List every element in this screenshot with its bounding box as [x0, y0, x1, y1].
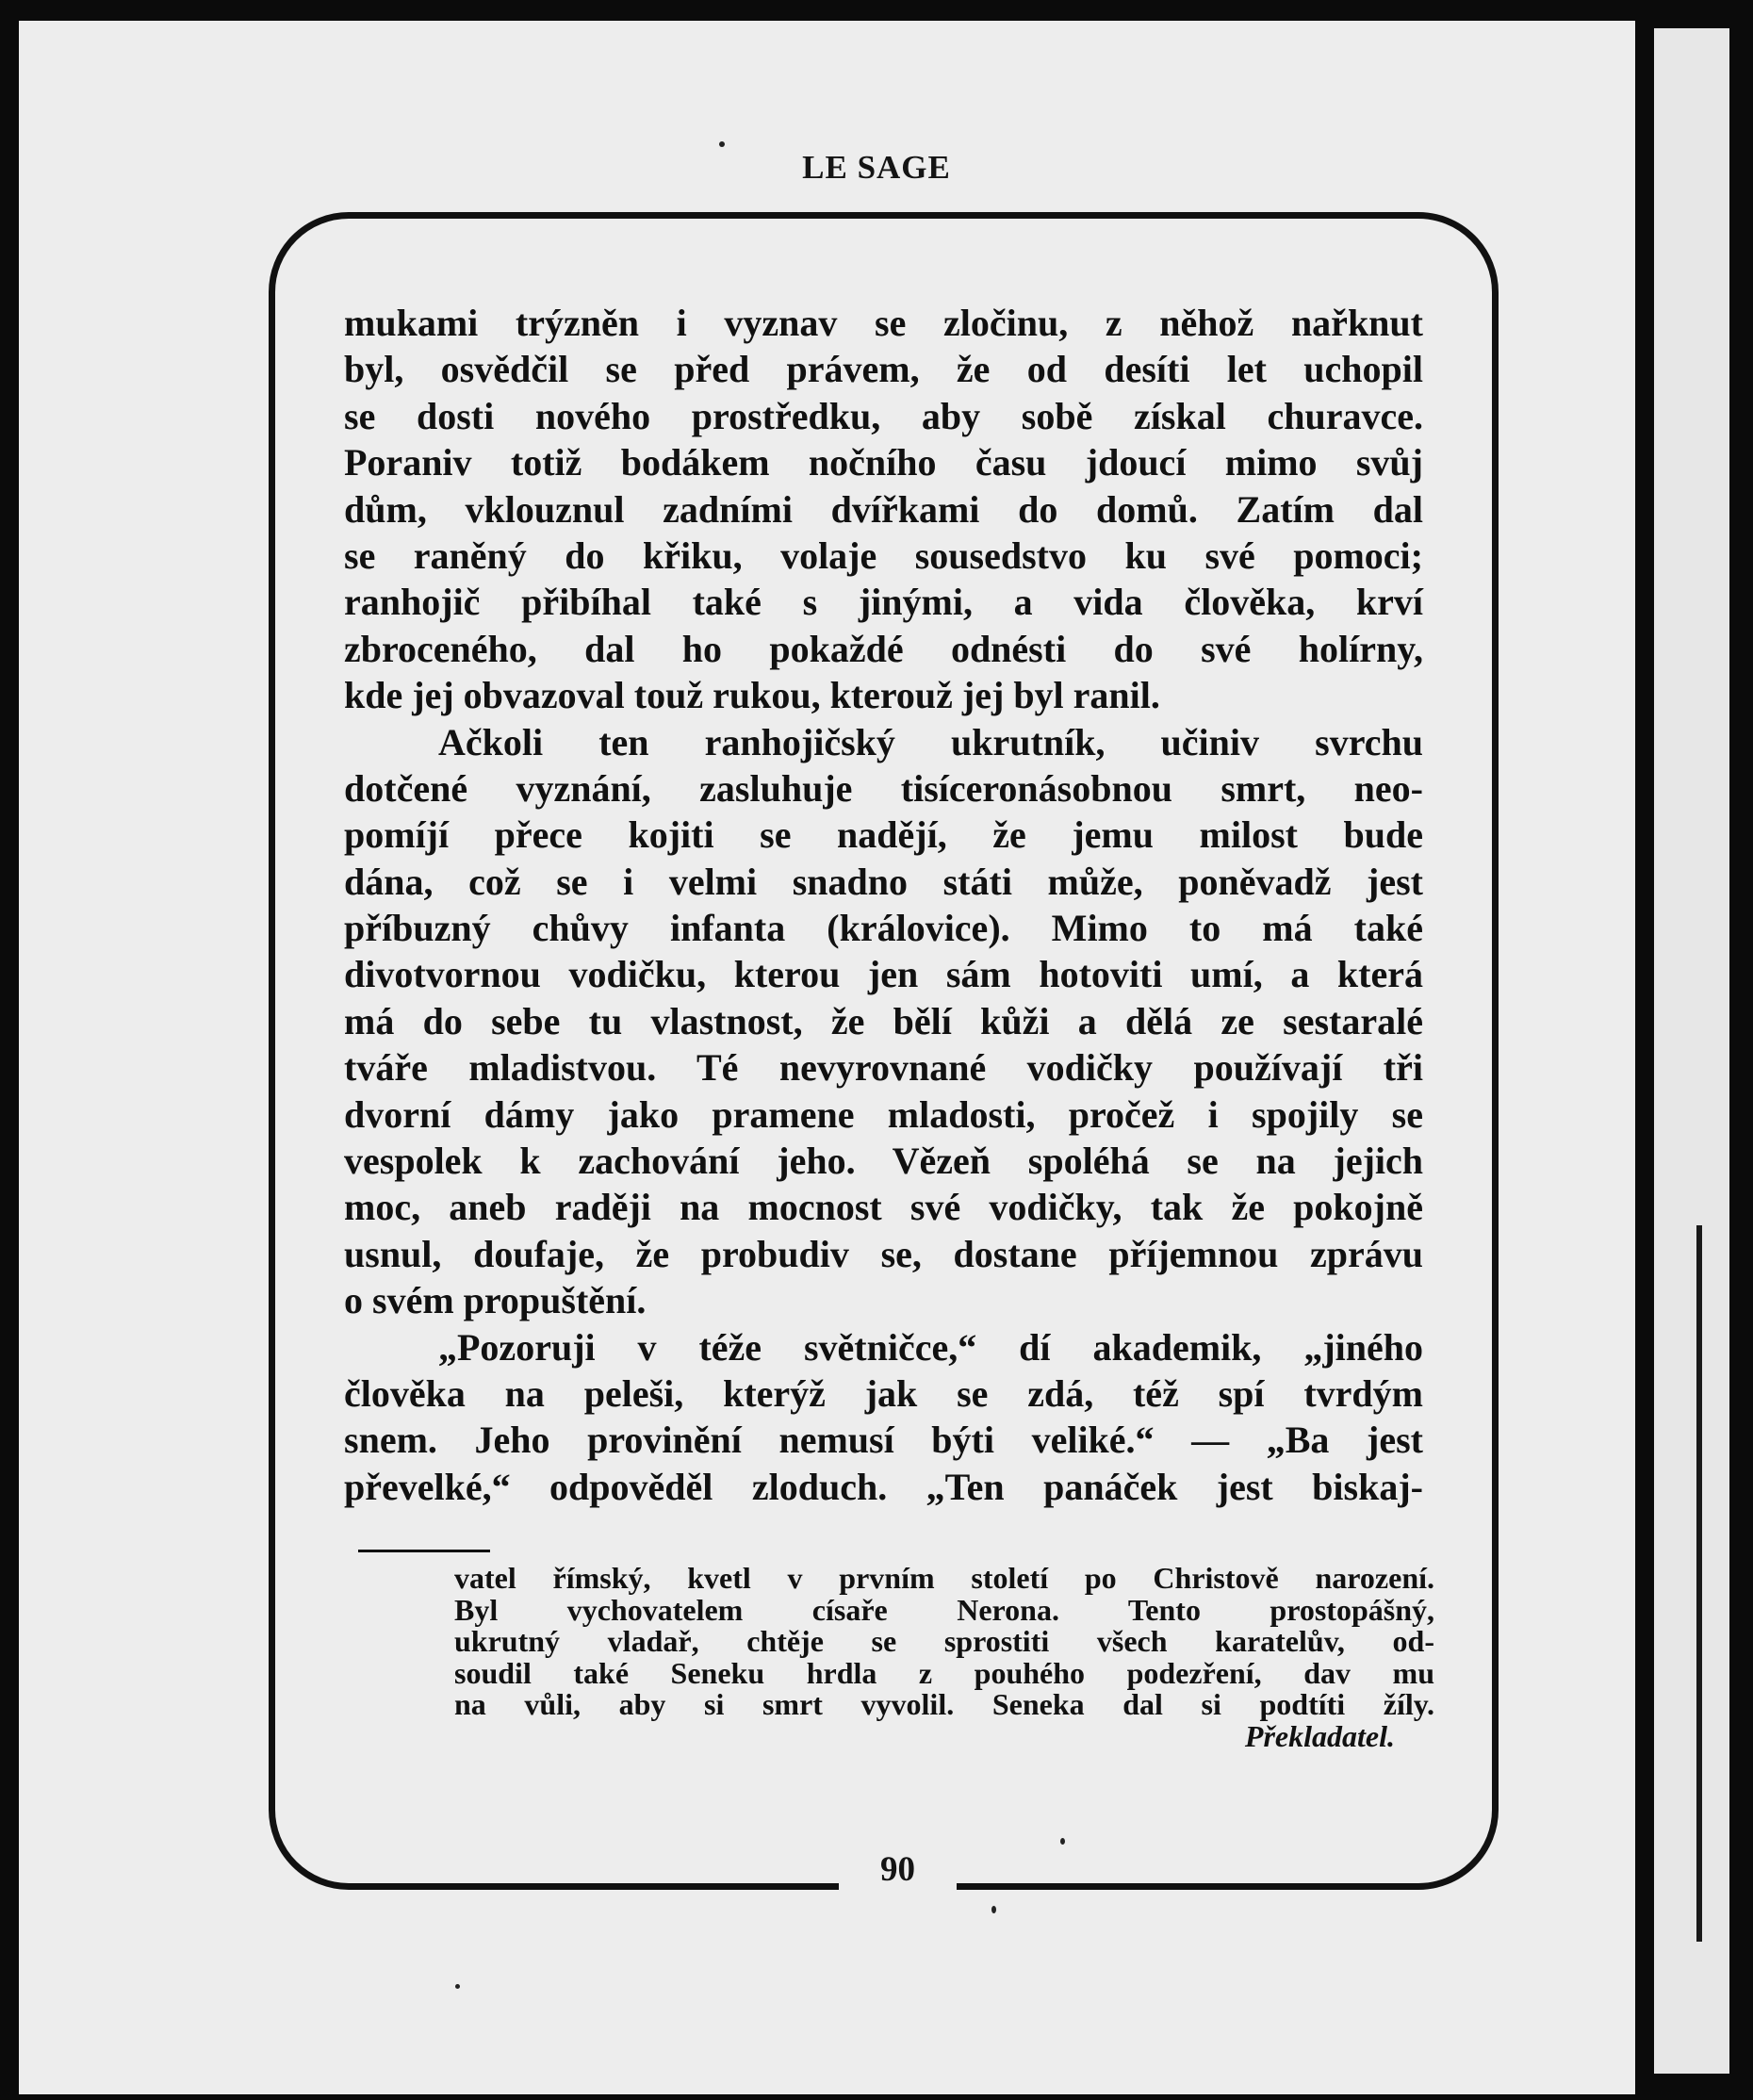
text-line: moc, aneb raději na mocnost své vodičky, tak že pokojně [344, 1186, 1423, 1229]
footnote-line: na vůli, aby si smrt vyvolil. Seneka dal si podtíti žíly. [454, 1687, 1434, 1721]
text-line: snem. Jeho provinění nemusí býti veliké.“ — „Ba jest [344, 1419, 1423, 1462]
text-line: vespolek k zachování jeho. Vězeň spoléhá se na jejich [344, 1140, 1423, 1183]
text-line: mukami trýzněn i vyznav se zločinu, z něhož nařknut [344, 302, 1423, 344]
footnote-rule [358, 1550, 490, 1552]
print-speck [719, 141, 725, 147]
footnote-line: ukrutný vladař, chtěje se sprostiti všech karatelův, od- [454, 1624, 1434, 1658]
text-line: zbroceného, dal ho pokaždé odnésti do své holírny, [344, 627, 1423, 670]
text-line: o svém propuštění. [344, 1279, 647, 1322]
footnote-line: Byl vychovatelem císaře Nerona. Tento prostopášný, [454, 1592, 1434, 1627]
text-line: pomíjí přece kojiti se nadějí, že jemu milost bude [344, 813, 1423, 857]
print-speck [455, 1984, 460, 1989]
page-number: 90 [880, 1850, 915, 1889]
text-line: usnul, doufaje, že probudiv se, dostane příjemnou zprávu [344, 1232, 1423, 1275]
text-line: byl, osvědčil se před právem, že od desíti let uchopil [344, 348, 1423, 391]
footnote [454, 1563, 1434, 1752]
facing-page-edge [1654, 28, 1729, 2074]
text-line: převelké,“ odpověděl zloduch. „Ten panáček jest biskaj- [344, 1465, 1423, 1508]
body-text [344, 300, 1423, 1510]
text-line: dána, což se i velmi snadno státi může, poněvadž jest [344, 860, 1423, 903]
gutter-shadow [1696, 1225, 1702, 1942]
footnote-line: soudil také Seneku hrdla z pouhého podezření, dav mu [454, 1655, 1434, 1690]
text-line: divotvornou vodičku, kterou jen sám hotoviti umí, a která [344, 953, 1423, 996]
text-line: tváře mladistvou. Té nevyrovnané vodičky používají tři [344, 1046, 1423, 1090]
text-line: ranhojič přibíhal také s jinými, a vida člověka, krví [344, 581, 1423, 624]
text-line: dotčené vyznání, zasluhuje tisíceronásobnou smrt, neo- [344, 766, 1423, 810]
text-line: má do sebe tu vlastnost, že bělí kůži a dělá ze sestaralé [344, 999, 1423, 1042]
text-line: se raněný do křiku, volaje sousedstvo ku své pomoci; [344, 533, 1423, 577]
footnote-signature: Překladatel. [1244, 1718, 1395, 1753]
text-line: člověka na peleši, kterýž jak se zdá, též spí tvrdým [344, 1371, 1423, 1415]
running-head: LE SAGE [802, 149, 951, 186]
print-speck [991, 1906, 996, 1913]
text-line: kde jej obvazoval touž rukou, kterouž jej byl ranil. [344, 674, 1160, 717]
text-line: dvorní dámy jako pramene mladosti, pročež i spojily se [344, 1092, 1423, 1136]
text-line: příbuzný chůvy infanta (královice). Mimo to má také [344, 907, 1423, 950]
text-line: Poraniv totiž bodákem nočního času jdoucí mimo svůj [344, 441, 1423, 484]
text-line: se dosti nového prostředku, aby sobě získal churavce. [344, 394, 1423, 437]
paragraph-start-line: „Pozoruji v téže světničce,“ dí akademik, „jiného [438, 1325, 1423, 1369]
footnote-line: vatel římský, kvetl v prvním století po Christově narození. [454, 1561, 1434, 1595]
text-line: dům, vklouznul zadními dvířkami do domů. Zatím dal [344, 487, 1423, 531]
paragraph-start-line: Ačkoli ten ranhojičský ukrutník, učiniv svrchu [438, 720, 1423, 763]
print-speck [1060, 1838, 1065, 1845]
